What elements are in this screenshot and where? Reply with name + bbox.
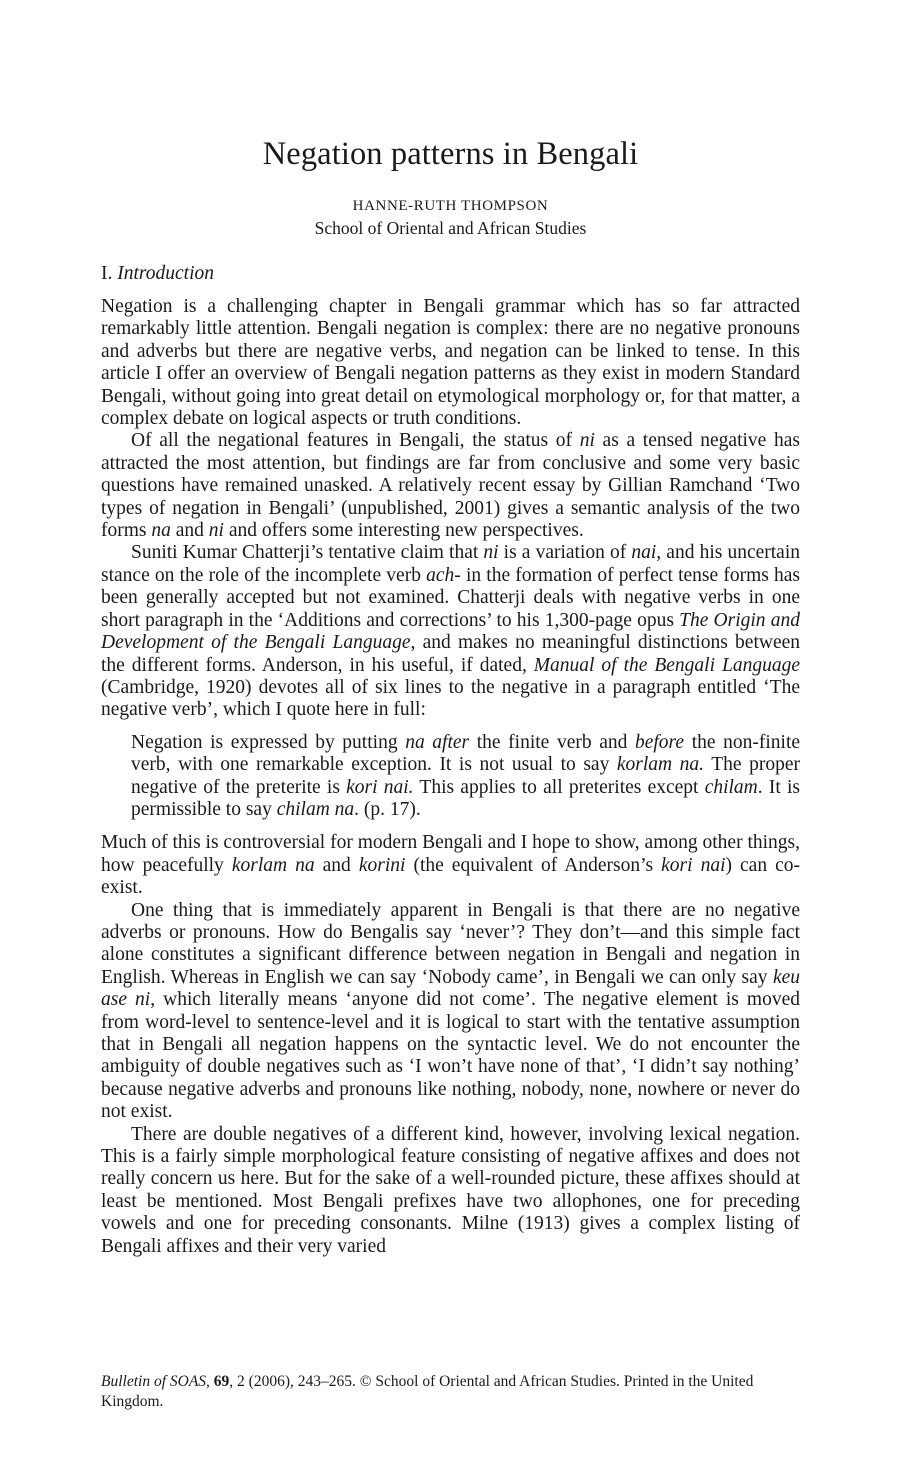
italic-term: ni (579, 430, 595, 452)
text-run: , (206, 1373, 214, 1390)
section-title: Introduction (117, 263, 215, 284)
book-title: Manual of the Bengali Language (533, 654, 800, 676)
italic-term: kori nai (661, 854, 726, 876)
author-name: HANNE-RUTH THOMPSON (352, 198, 549, 214)
italic-term: nai (631, 542, 657, 564)
text-run: in the formation of perfect tense forms has been generally accepted but not examined. Chatterji deals with negative verbs in one short paragraph in the ‘Additions and corrections’ to his 1,300-page opus (101, 564, 800, 631)
text-run: , 2 (2006), 243–265. © School of Oriental and African Studies. Printed in the United Kingdom. (101, 1373, 754, 1410)
italic-term: before (634, 731, 685, 753)
text-run: One thing that is immediately apparent in Bengali is that there are no negative adverbs or pronouns. How do Bengalis say ‘never’? They don’t—and this simple fact alone constitutes a significant difference between negation in Bengali and negation in English. Whereas in English we can say ‘Nobody came’, in Bengali we can only say (101, 899, 800, 988)
italic-term: ni (208, 520, 224, 542)
italic-term: na (151, 520, 171, 542)
citation-footer (101, 1372, 800, 1412)
text-run: (Cambridge, 1920) devotes all of six lines to the negative in a paragraph entitled ‘The negative verb’, which I quote here in full: (101, 676, 800, 721)
text-run: , and his uncertain stance on the role of the incomplete verb (101, 542, 800, 586)
volume-number: 69 (213, 1373, 230, 1390)
text-run: . It is permissible to say (131, 776, 800, 820)
text-run: (the equivalent of Anderson’s (405, 854, 662, 876)
italic-term: ach- (426, 564, 461, 586)
section-number: I. (101, 263, 113, 284)
text-run: , and makes no meaningful distinctions between the different forms. Anderson, in his useful, if dated, (101, 632, 801, 676)
text-run: The proper negative of the preterite is (131, 754, 801, 798)
book-title: The Origin and Development of the Bengali Language (101, 609, 800, 654)
text-run: . (p. 17). (354, 798, 421, 820)
text-run: Of all the negational features in Bengali, the status of (131, 430, 580, 452)
article-title: Negation patterns in Bengali (262, 136, 639, 172)
italic-term: kori nai. (346, 776, 414, 798)
italic-term: na after (405, 731, 470, 753)
text-run: , which literally means ‘anyone did not come’. The negative element is moved from word-level to sentence-level and it is logical to start with the tentative assumption that in Bengali all negation happens on the syntactic level. We do not encounter the ambiguity of double negatives such as ‘I won’t have none of that’, ‘I didn’t say nothing’ because negative adverbs and pronouns like nothing, nobody, none, nowhere or never do not exist. (101, 989, 800, 1123)
italic-term: korini (358, 854, 406, 876)
text-run: Negation is expressed by putting (131, 731, 406, 753)
journal-name: Bulletin of SOAS (101, 1373, 207, 1390)
text-run: This applies to all preterites except (413, 776, 705, 798)
paragraph-5 (101, 900, 800, 1124)
text-run: as a tensed negative has attracted the most attention, but findings are far from conclusive and some very basic questions have remained unasked. A relatively recent essay by Gillian Ramchand ‘Two types of negation in Bengali’ (unpublished, 2001) gives a semantic analysis of the two forms (101, 430, 800, 542)
text-run: and (314, 854, 359, 876)
section-heading (101, 263, 214, 285)
paragraph-1 (101, 296, 800, 430)
text-run: Negation is a challenging chapter in Bengali grammar which has so far attracted remarkably little attention. Bengali negation is complex: there are no negative pronouns and adverbs but there are negative verbs, and negation can be linked to tense. In this article I offer an overview of Bengali negation patterns as they exist in modern Standard Bengali, without going into great detail on etymological morphology or, for that matter, a complex debate on logical aspects or truth conditions. (101, 296, 800, 430)
text-run: is a variation of (498, 542, 632, 564)
text-run: and (170, 520, 209, 542)
paragraph-3 (101, 542, 800, 721)
paragraph-4 (101, 832, 800, 899)
italic-term: keu ase ni (101, 966, 800, 1011)
text-run: Suniti Kumar Chatterji’s tentative claim that (131, 542, 484, 564)
italic-term: korlam na. (616, 754, 705, 776)
text-run: There are double negatives of a different kind, however, involving lexical negation. This is a fairly simple morphological feature consisting of negative affixes and does not really concern us here. But for the sake of a well-rounded picture, these affixes should at least be mentioned. Most Bengali prefixes have two allophones, one for preceding vowels and one for preceding consonants. Milne (1913) gives a complex listing of Bengali affixes and their very varied (101, 1123, 800, 1257)
paragraph-6 (101, 1124, 800, 1258)
author-affiliation: School of Oriental and African Studies (314, 218, 587, 238)
text-run: and offers some interesting new perspectives. (223, 520, 584, 542)
paragraph-2 (101, 430, 800, 542)
article-body (101, 296, 800, 1258)
text-run: the finite verb and (469, 731, 635, 753)
text-run: ) can co-exist. (101, 854, 800, 899)
italic-term: chilam (704, 776, 758, 798)
block-quote (131, 732, 800, 822)
italic-term: chilam na (276, 798, 355, 820)
text-run: the non-finite verb, with one remarkable exception. It is not usual to say (131, 731, 801, 776)
italic-term: ni (483, 542, 499, 564)
italic-term: korlam na (231, 854, 315, 876)
text-run: Much of this is controversial for modern Bengali and I hope to show, among other things, how peacefully (101, 832, 800, 876)
